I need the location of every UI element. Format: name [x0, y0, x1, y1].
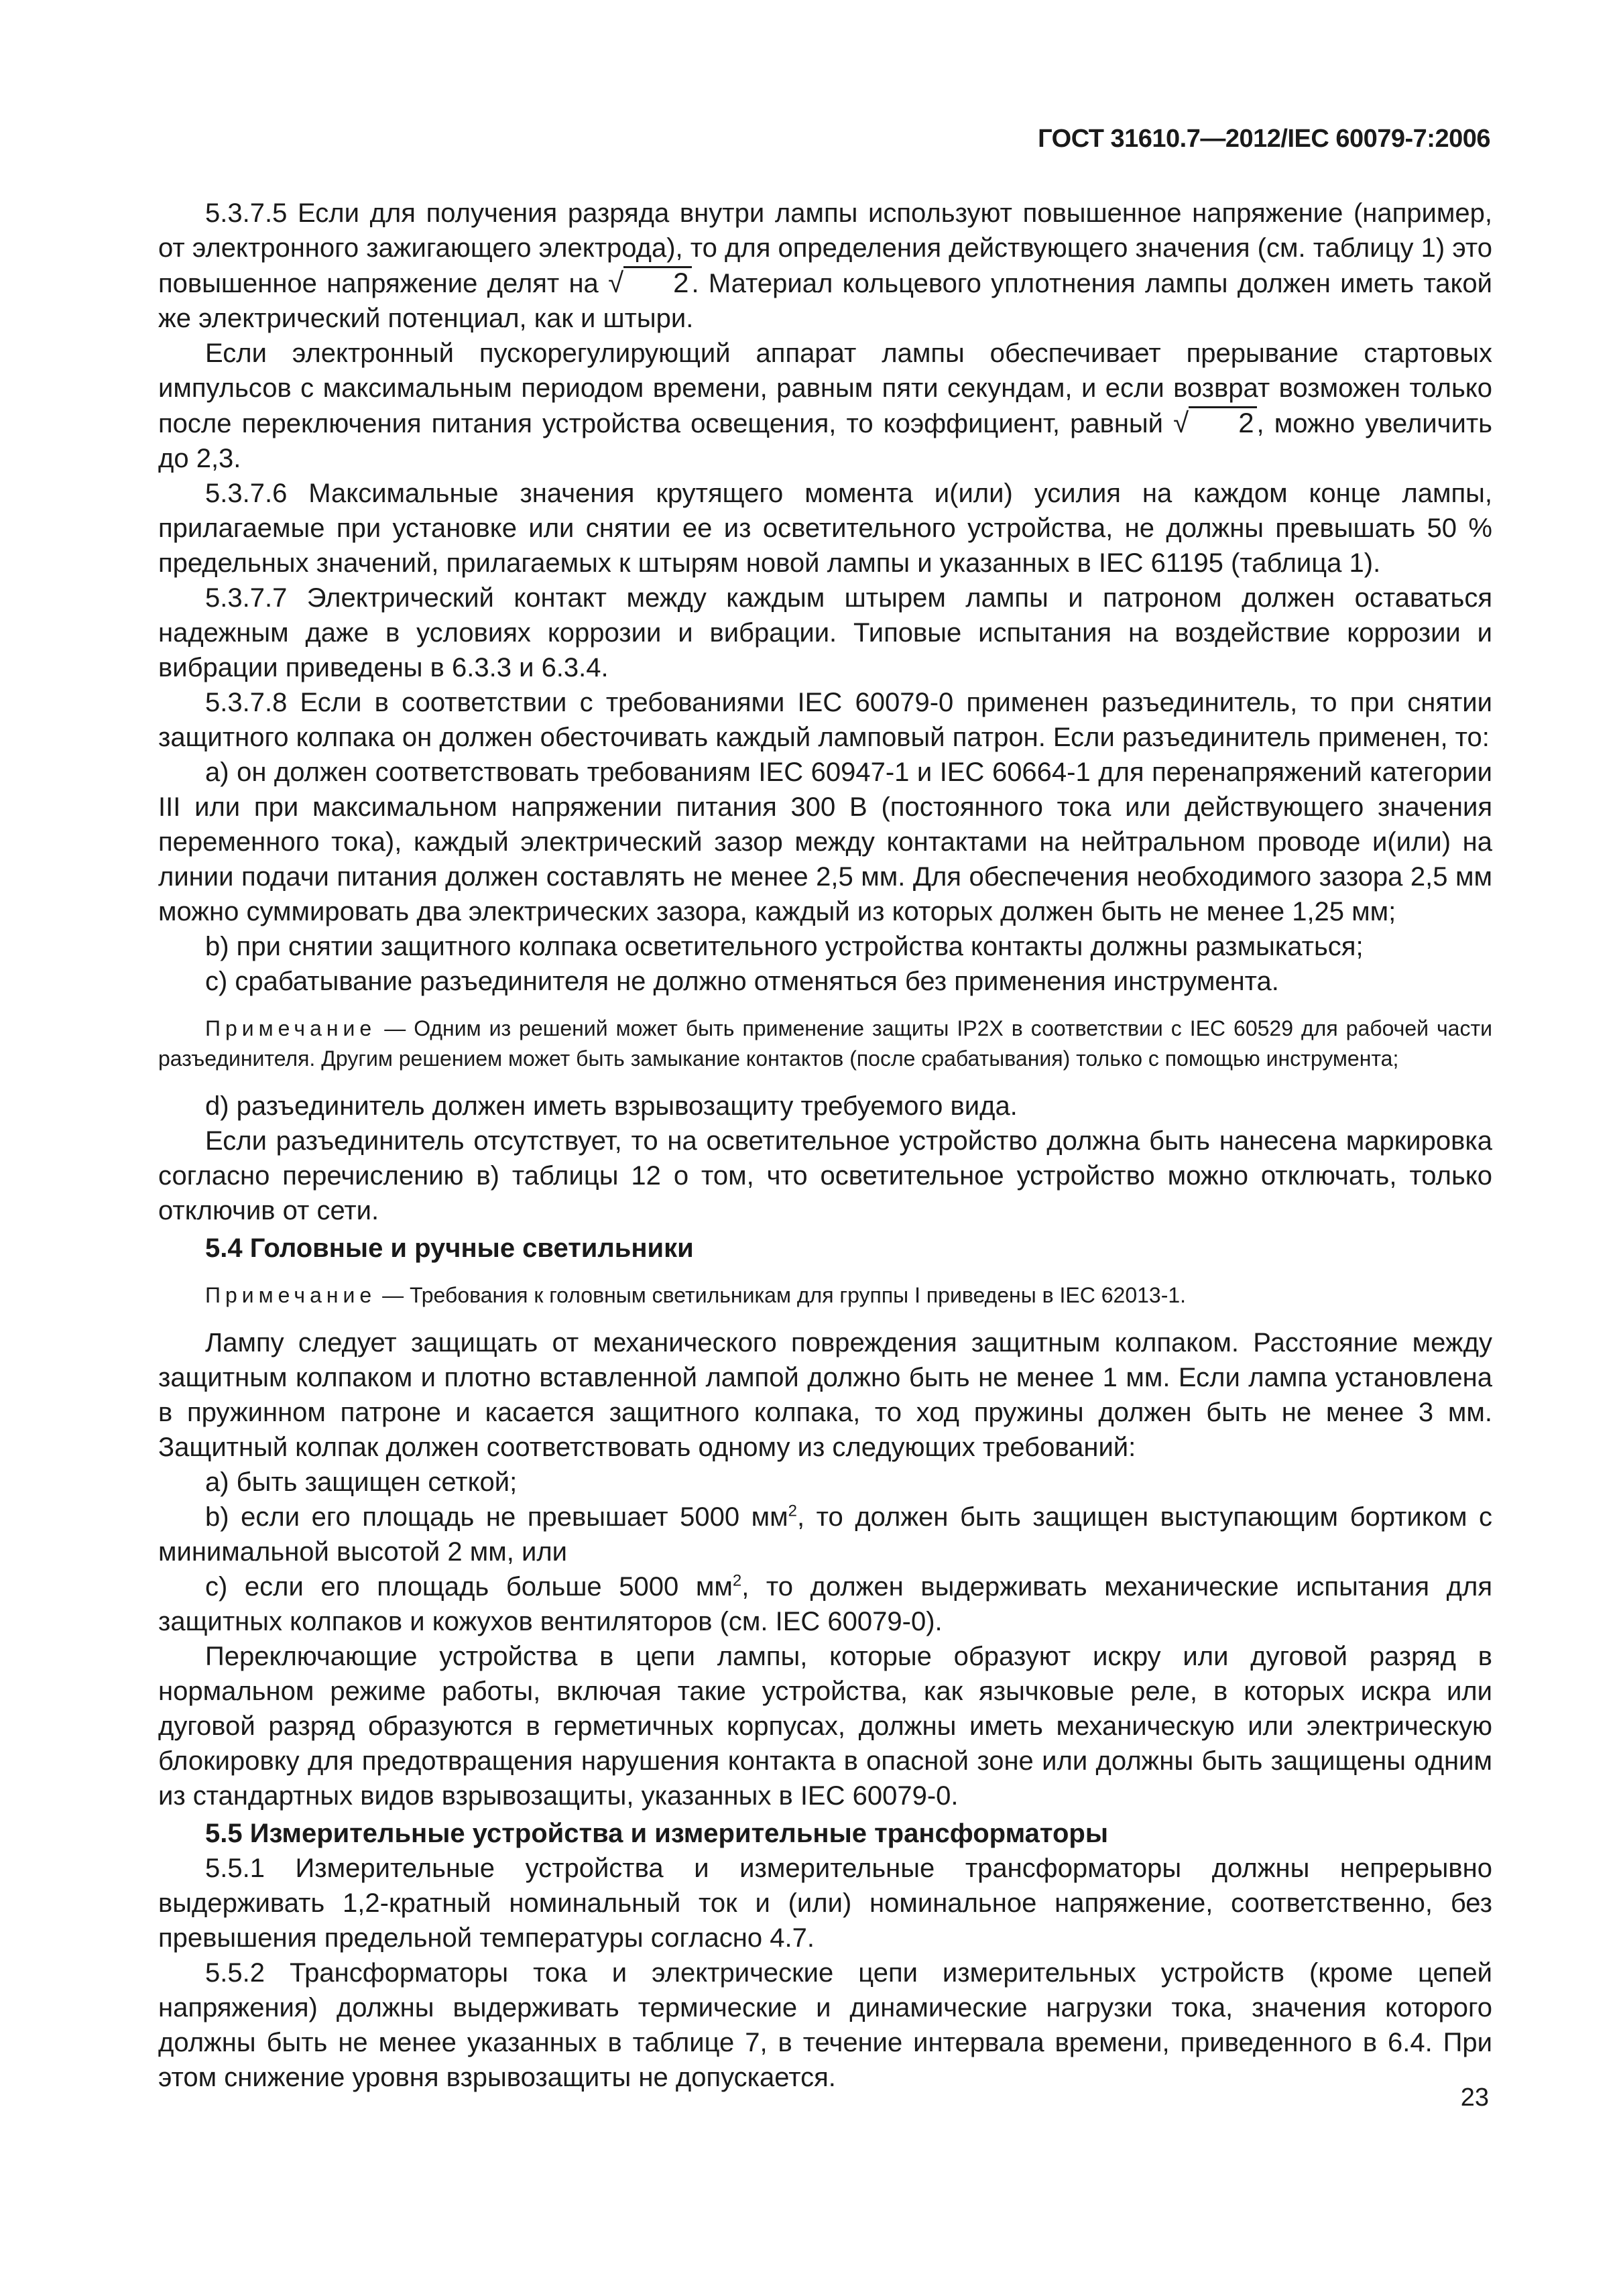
- paragraph-lamp-protection: Лампу следует защищать от механического повреждения защитным колпаком. Расстояние между защитным колпаком и плотно вставленной лампой должно быть не менее 1 мм. Если лампа установлена в пружинном патроне и касается защитного колпака, то ход пружины должен быть не менее 3 мм. Защитный колпак должен соответствовать одному из следующих требований:: [158, 1328, 1492, 1462]
- sqrt-two-formula: [608, 267, 691, 298]
- section-heading-5-4: 5.4 Головные и ручные светильники: [205, 1233, 694, 1263]
- paragraph-5-5-1: 5.5.1 Измерительные устройства и измерительные трансформаторы должны непрерывно выдерживать 1,2-кратный номинальный ток и (или) номинальное напряжение, соответственно, без превышения предельной температуры согласно 4.7.: [158, 1854, 1492, 1953]
- note-text: — Требования к головным светильникам для группы I приведены в IEC 62013-1.: [376, 1283, 1187, 1307]
- section-heading-5-5: 5.5 Измерительные устройства и измерительные трансформаторы: [205, 1819, 1108, 1848]
- list-item-a-mesh: a) быть защищен сеткой;: [205, 1467, 518, 1497]
- list-item-c: c) срабатывание разъединителя не должно отменяться без применения инструмента.: [205, 967, 1279, 996]
- paragraph-text: b) если его площадь не превышает 5000 мм: [205, 1502, 788, 1532]
- paragraph-ballast: [158, 336, 1492, 476]
- sqrt-two-formula: [1173, 407, 1256, 438]
- note-label: Примечание: [205, 1283, 377, 1307]
- paragraph-text: , то должен выдерживать механические испытания для защитных колпаков и кожухов вентиляторов (см. IEC 60079-0).: [158, 1572, 1492, 1636]
- paragraph-text: Если электронный пускорегулирующий аппарат лампы обеспечивает прерывание стартовых импульсов с максимальным периодом времени, равным пяти секундам, и если возврат возможен только после переключения питания устройства освещения, то коэффициент, равный: [158, 339, 1492, 438]
- paragraph-text: , можно увеличить до 2,3.: [158, 409, 1492, 473]
- paragraph-5-5-2: 5.5.2 Трансформаторы тока и электрические цепи измерительных устройств (кроме цепей напряжения) должны выдерживать термические и динамические нагрузки тока, значения которого должны быть не менее указанных в таблице 7, в течение интервала времени, приведенного в 6.4. При этом снижение уровня взрывозащиты не допускается.: [158, 1958, 1492, 2092]
- paragraph-text: , то должен быть защищен выступающим бортиком с минимальной высотой 2 мм, или: [158, 1502, 1492, 1567]
- superscript: 2: [788, 1502, 797, 1520]
- paragraph-5-3-7-8: 5.3.7.8 Если в соответствии с требованиями IEC 60079-0 применен разъединитель, то при снятии защитного колпака он должен обесточивать каждый ламповый патрон. Если разъединитель применен, то:: [158, 688, 1492, 752]
- paragraph-switching-devices: Переключающие устройства в цепи лампы, которые образуют искру или дуговой разряд в нормальном режиме работы, включая такие устройства, как язычковые реле, в которых искра или дуговой разряд образуются в герметичных корпусах, должны иметь механическую или электрическую блокировку для предотвращения нарушения контакта в опасной зоне или должны быть защищены одним из стандартных видов взрывозащиты, указанных в IEC 60079-0.: [158, 1642, 1492, 1811]
- paragraph-no-disconnector: Если разъединитель отсутствует, то на осветительное устройство должна быть нанесена маркировка согласно перечислению в) таблицы 12 о том, что осветительное устройство можно отключать, только отключив от сети.: [158, 1126, 1492, 1225]
- list-item-b: b) при снятии защитного колпака осветительного устройства контакты должны размыкаться;: [205, 932, 1364, 961]
- paragraph-5-3-7-7: 5.3.7.7 Электрический контакт между каждым штырем лампы и патроном должен оставаться надежным даже в условиях коррозии и вибрации. Типовые испытания на воздействие коррозии и вибрации приведены в 6.3.3 и 6.3.4.: [158, 583, 1492, 682]
- note-disconnector: [158, 1014, 1492, 1074]
- paragraph-text: . Материал кольцевого уплотнения лампы должен иметь такой же электрический потенциал, как и штыри.: [158, 269, 1493, 333]
- radicand: 2: [623, 266, 691, 298]
- paragraph-text: 5.3.7.5 Если для получения разряда внутри лампы используют повышенное напряжение (например, от электронного зажигающего электрода), то для определения действующего значения (см. таблицу 1) это повышенное напряжение делят на: [158, 198, 1492, 298]
- paragraph-5-3-7-5: [158, 196, 1492, 336]
- document-header: ГОСТ 31610.7—2012/IEC 60079-7:2006: [1038, 125, 1490, 153]
- paragraph-5-3-7-6: 5.3.7.6 Максимальные значения крутящего момента и(или) усилия на каждом конце лампы, прилагаемые при установке или снятии ее из осветительного устройства, не должны превышать 50 % предельных значений, прилагаемых к штырям новой лампы и указанных в IEC 61195 (таблица 1).: [158, 479, 1492, 578]
- list-item-b-area: [158, 1500, 1492, 1569]
- radical-sign: √: [608, 267, 624, 298]
- list-item-d: d) разъединитель должен иметь взрывозащиту требуемого вида.: [205, 1091, 1018, 1121]
- document-body: [158, 196, 1492, 2095]
- list-item-a: a) он должен соответствовать требованиям IEC 60947-1 и IEC 60664-1 для перенапряжений категории III или при максимальном напряжении питания 300 В (постоянного тока или действующего значения переменного тока), каждый электрический зазор между контактами на нейтральном проводе и(или) на линии подачи питания должен составлять не менее 2,5 мм. Для обеспечения необходимого зазора 2,5 мм можно суммировать два электрических зазора, каждый из которых должен быть не менее 1,25 мм;: [158, 758, 1492, 926]
- note-head-lamps: [158, 1280, 1492, 1311]
- list-item-c-area: [158, 1569, 1492, 1639]
- page-number: 23: [1460, 2083, 1489, 2112]
- radical-sign: √: [1173, 407, 1189, 438]
- note-label: Примечание: [205, 1016, 377, 1040]
- radicand: 2: [1189, 406, 1256, 438]
- superscript: 2: [732, 1571, 742, 1590]
- note-text: — Одним из решений может быть применение защиты IP2X в соответствии с IEC 60529 для рабочей части разъединителя. Другим решением может быть замыкание контактов (после срабатывания) только с помощью инструмента;: [158, 1016, 1492, 1071]
- paragraph-text: c) если его площадь больше 5000 мм: [205, 1572, 733, 1602]
